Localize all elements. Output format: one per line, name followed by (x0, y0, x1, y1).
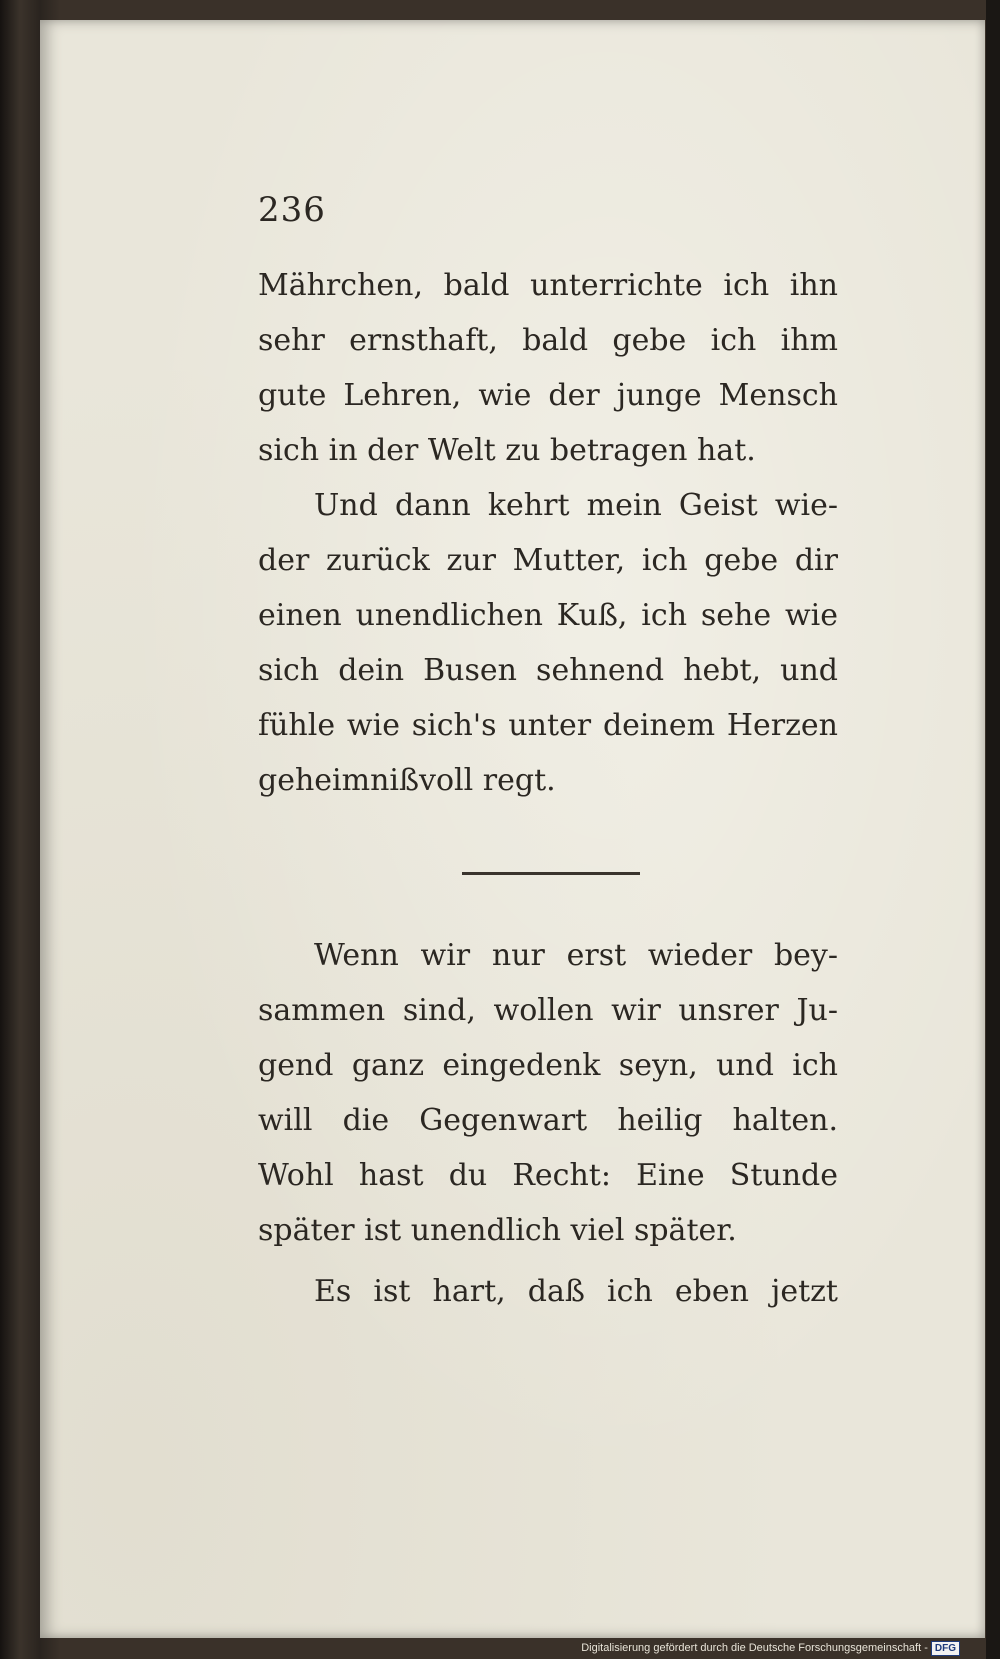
page-number: 236 (258, 190, 326, 230)
credit-text: Digitalisierung gefördert durch die Deutsche Forschungsgemeinschaft - (581, 1642, 928, 1654)
text-line: Es ist hart, daß ich eben jetzt (314, 1274, 838, 1309)
text-line: geheimnißvoll regt. (258, 763, 556, 798)
paragraph-2 (258, 478, 838, 808)
text-line: später ist unendlich viel später. (258, 1213, 737, 1248)
text-line: einen unendlichen Kuß, ich sehe wie (258, 598, 838, 633)
text-line: Wohl hast du Recht: Eine Stunde (258, 1158, 838, 1193)
digitization-credit (581, 1639, 960, 1657)
text-line: der zurück zur Mutter, ich gebe dir (258, 543, 838, 578)
page-edge-shadow (986, 0, 1000, 1659)
text-line: gend ganz eingedenk seyn, und ich (258, 1048, 838, 1083)
text-line: Mährchen, bald unterrichte ich ihn (258, 268, 838, 303)
text-line: gute Lehren, wie der junge Mensch (258, 378, 838, 413)
text-line: sich dein Busen sehnend hebt, und (258, 653, 838, 688)
text-line: Und dann kehrt mein Geist wie- (314, 488, 838, 523)
dfg-logo: DFG (931, 1641, 960, 1656)
paragraph-4 (258, 1264, 838, 1319)
text-line: Wenn wir nur erst wieder bey- (314, 938, 838, 973)
text-line: will die Gegenwart heilig halten. (258, 1103, 838, 1138)
text-line: sammen sind, wollen wir unsrer Ju- (258, 993, 838, 1028)
paragraph-1 (258, 258, 838, 478)
paragraph-3 (258, 928, 838, 1258)
text-line: sehr ernsthaft, bald gebe ich ihm (258, 323, 838, 358)
text-line: fühle wie sich's unter deinem Herzen (258, 708, 838, 743)
section-divider (462, 872, 640, 875)
text-line: sich in der Welt zu betragen hat. (258, 433, 756, 468)
